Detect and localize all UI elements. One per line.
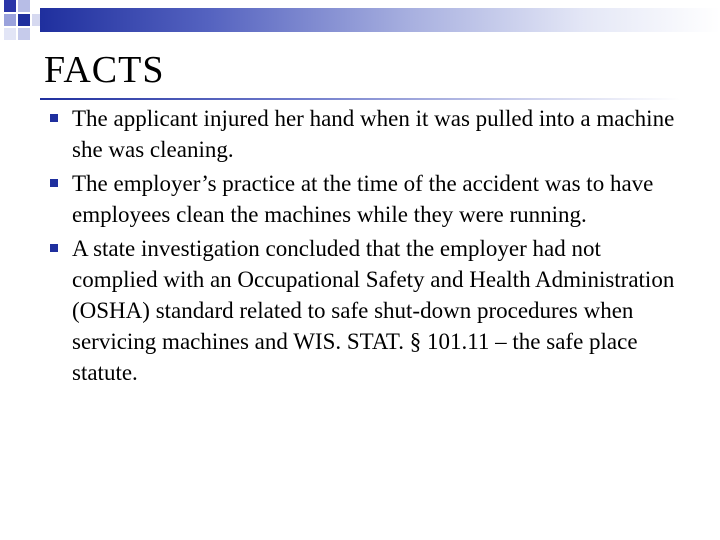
- title-underline: [40, 98, 680, 100]
- decor-square: [18, 14, 30, 26]
- bullet-text: The applicant injured her hand when it was pulled into a machine she was cleaning.: [72, 106, 675, 162]
- bullet-item: [50, 233, 690, 388]
- decor-square: [4, 0, 16, 12]
- decor-square: [18, 0, 30, 12]
- header-gradient-bar: [40, 8, 720, 32]
- decor-square: [4, 28, 16, 40]
- bullet-list: [50, 103, 690, 391]
- square-bullet-icon: [50, 244, 58, 252]
- bullet-item: [50, 168, 690, 230]
- decor-square: [4, 14, 16, 26]
- bullet-item: [50, 103, 690, 165]
- decor-square: [18, 28, 30, 40]
- square-bullet-icon: [50, 114, 58, 122]
- square-bullet-icon: [50, 179, 58, 187]
- bullet-text: A state investigation concluded that the employer had not complied with an Occupational Safety and Health Administration (OSHA) standard related to safe shut-down procedures when servicing machines and WIS. STAT. § 101.11 – the safe place statute.: [72, 236, 675, 385]
- slide-title: FACTS: [44, 49, 165, 91]
- bullet-text: The employer’s practice at the time of the accident was to have employees clean the machines while they were running.: [72, 171, 654, 227]
- header-decoration: [0, 0, 720, 40]
